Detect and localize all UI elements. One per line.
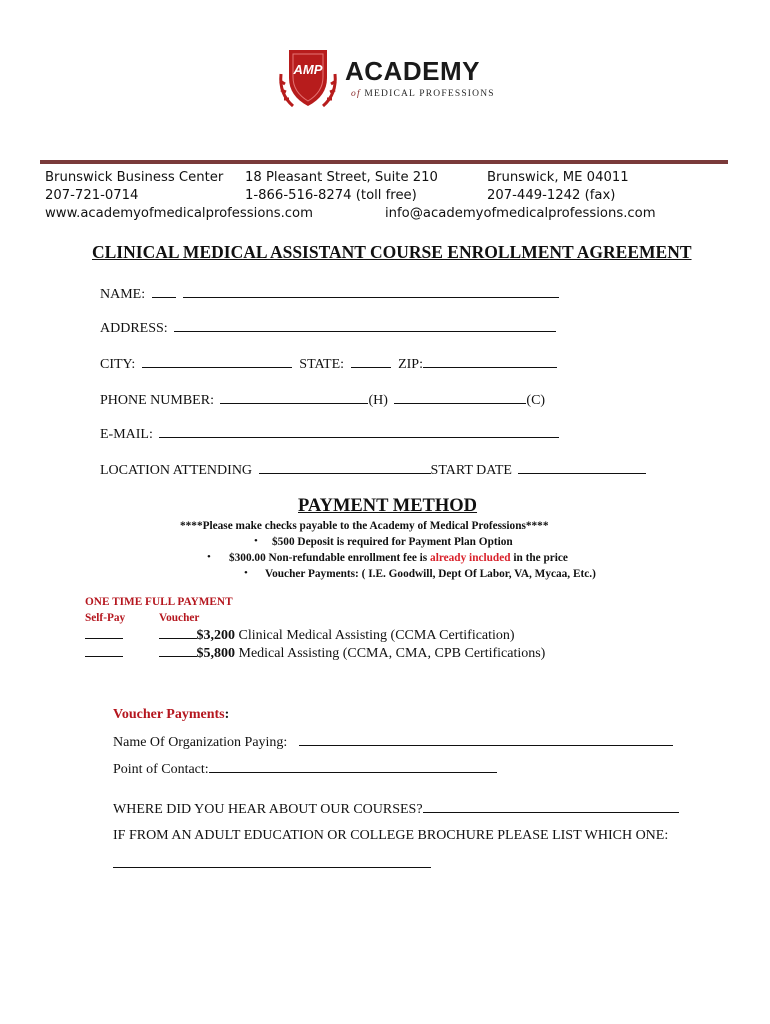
phone-label: PHONE NUMBER:	[100, 393, 214, 408]
state-label: STATE:	[299, 357, 345, 372]
logo-title: ACADEMY	[345, 56, 480, 86]
hear-about-field[interactable]	[113, 801, 679, 818]
brochure-label: IF FROM AN ADULT EDUCATION OR COLLEGE BROCHURE PLEASE LIST WHICH ONE:	[113, 828, 669, 843]
contact-email[interactable]: info@academyofmedicalprofessions.com	[385, 206, 656, 221]
phone-cell-label: (C)	[526, 393, 546, 408]
hear-about-label: WHERE DID YOU HEAR ABOUT OUR COURSES?	[113, 802, 423, 817]
contact-toll-free: 1-866-516-8274 (toll free)	[245, 188, 417, 203]
option-ccma[interactable]: $3,200 Clinical Medical Assisting (CCMA Certification)	[85, 627, 515, 644]
city-label: CITY:	[100, 357, 136, 372]
voucher-column: Voucher	[159, 612, 200, 624]
address-label: ADDRESS:	[100, 321, 168, 336]
contact-website[interactable]: www.academyofmedicalprofessions.com	[45, 206, 313, 221]
shield-logo-icon	[275, 44, 341, 112]
phone-home-label: (H)	[368, 393, 388, 408]
zip-label: ZIP:	[398, 357, 423, 372]
voucher-checkbox-line[interactable]	[159, 627, 197, 639]
point-of-contact-field[interactable]	[113, 761, 497, 778]
academy-logo	[275, 44, 500, 114]
header-divider	[40, 160, 728, 164]
address-field[interactable]	[100, 320, 556, 337]
name-label: NAME:	[100, 287, 146, 302]
contact-phone: 207-721-0714	[45, 188, 139, 203]
email-field[interactable]	[100, 426, 559, 443]
location-label: LOCATION ATTENDING	[100, 463, 253, 478]
city-state-zip-field[interactable]	[100, 356, 557, 373]
logo-mark: AMP	[293, 62, 323, 77]
checks-note: ****Please make checks payable to the Academy of Medical Professions****	[180, 520, 549, 532]
enrollment-fee-note: $300.00 Non-refundable enrollment fee is already included in the price	[229, 552, 568, 564]
name-field[interactable]	[100, 286, 559, 303]
start-date-label: START DATE	[430, 463, 512, 478]
payment-method-heading: PAYMENT METHOD	[298, 496, 478, 516]
organization-field[interactable]	[113, 734, 673, 751]
contact-city: Brunswick, ME 04011	[487, 170, 629, 185]
self-pay-column: Self-Pay	[85, 612, 126, 624]
document-title: CLINICAL MEDICAL ASSISTANT COURSE ENROLLMENT AGREEMENT	[92, 242, 692, 262]
one-time-heading: ONE TIME FULL PAYMENT	[85, 596, 233, 608]
brochure-field[interactable]	[113, 856, 431, 873]
voucher-checkbox-line[interactable]	[159, 645, 197, 657]
contact-fax: 207-449-1242 (fax)	[487, 188, 616, 203]
phone-field[interactable]	[100, 392, 545, 409]
deposit-note: $500 Deposit is required for Payment Plan Option	[272, 536, 513, 548]
email-label: E-MAIL:	[100, 427, 153, 442]
bullet-icon: •	[244, 567, 248, 579]
self-pay-checkbox-line[interactable]	[85, 627, 123, 639]
point-of-contact-label: Point of Contact:	[113, 762, 209, 777]
contact-street: 18 Pleasant Street, Suite 210	[245, 170, 438, 185]
organization-label: Name Of Organization Paying:	[113, 735, 288, 750]
self-pay-checkbox-line[interactable]	[85, 645, 123, 657]
location-start-field[interactable]	[100, 462, 646, 479]
logo-subtitle: of MEDICAL PROFESSIONS	[351, 89, 495, 99]
voucher-payments-note: Voucher Payments: ( I.E. Goodwill, Dept Of Labor, VA, Mycaa, Etc.)	[265, 568, 596, 580]
bullet-icon: •	[254, 535, 258, 547]
contact-center: Brunswick Business Center	[45, 170, 224, 185]
voucher-payments-heading: Voucher Payments:	[113, 707, 230, 722]
bullet-icon: •	[207, 551, 211, 563]
option-ma[interactable]: $5,800 Medical Assisting (CCMA, CMA, CPB Certifications)	[85, 645, 545, 662]
